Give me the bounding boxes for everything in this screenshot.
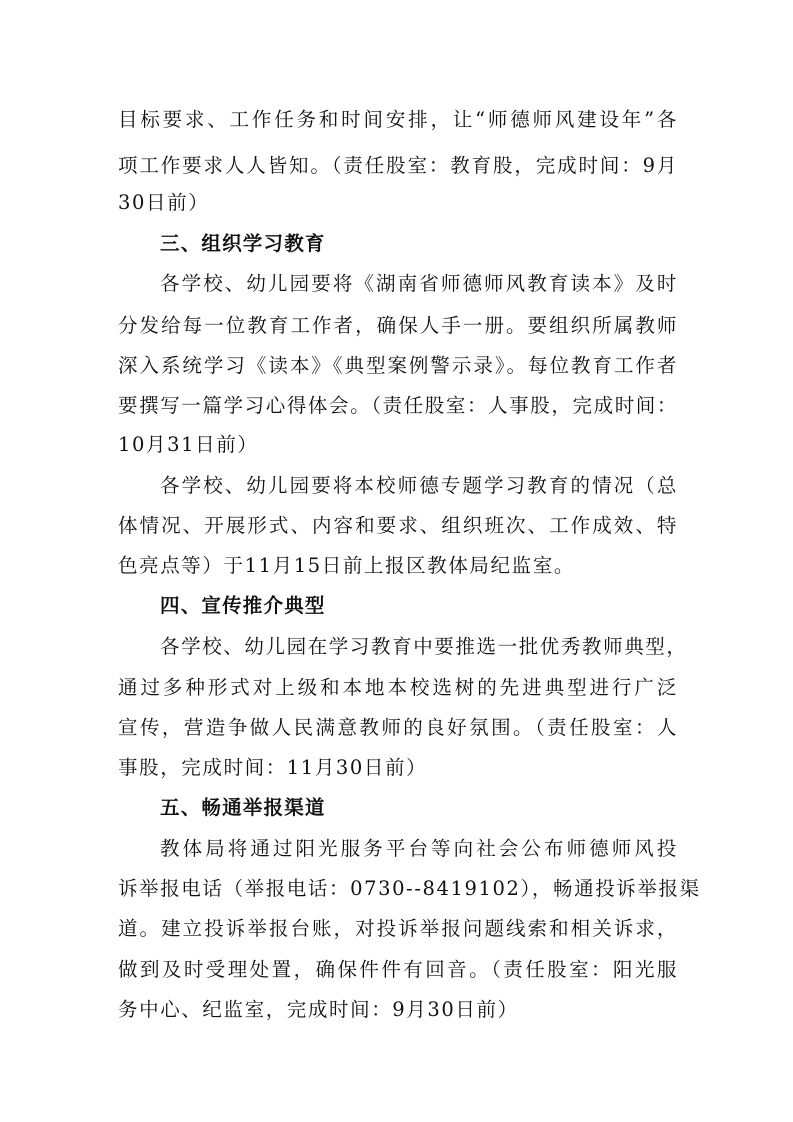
text-line: 务中心、纪监室，完成时间：9月30日前） [118,998,519,1021]
text-line: 诉举报电话（举报电话：0730--8419102），畅通投诉举报渠 [118,877,701,900]
text-line: 10月31日前） [118,433,259,456]
text-line: 教体局将通过阳光服务平台等向社会公布师德师风投 [160,837,678,860]
section-heading: 三、组织学习教育 [160,232,326,255]
text-line: 色亮点等）于11月15日前上报区教体局纪监室。 [118,554,575,577]
text-line: 事股，完成时间：11月30日前） [118,756,428,779]
text-line: 体情况、开展形式、内容和要求、组织班次、工作成效、特 [118,514,678,537]
text-line: 宣传，营造争做人民满意教师的良好氛围。（责任股室：人 [118,716,678,739]
text-line: 做到及时受理处置，确保件件有回音。（责任股室：阳光服 [118,958,678,981]
section-heading: 四、宣传推介典型 [160,594,326,617]
text-line: 30日前） [118,191,210,214]
text-line: 各学校、幼儿园在学习教育中要推选一批优秀教师典型， [160,635,688,658]
text-line: 通过多种形式对上级和本地本校选树的先进典型进行广泛 [118,676,678,699]
text-line: 要撰写一篇学习心得体会。（责任股室：人事股，完成时间： [118,394,678,417]
text-line: 分发给每一位教育工作者，确保人手一册。要组织所属教师 [118,314,678,337]
section-heading: 五、畅通举报渠道 [160,796,326,819]
text-line: 各学校、幼儿园要将《湖南省师德师风教育读本》及时 [160,272,678,295]
text-line: 深入系统学习《读本》《典型案例警示录》。每位教育工作者 [118,354,678,377]
text-line: 项工作要求人人皆知。（责任股室：教育股，完成时间：9月 [118,154,678,177]
text-line: 目标要求、工作任务和时间安排，让“师德师风建设年”各 [118,108,678,131]
text-line: 道。建立投诉举报台账，对投诉举报问题线索和相关诉求， [118,917,678,940]
text-line: 各学校、幼儿园要将本校师德专题学习教育的情况（总 [160,474,678,497]
